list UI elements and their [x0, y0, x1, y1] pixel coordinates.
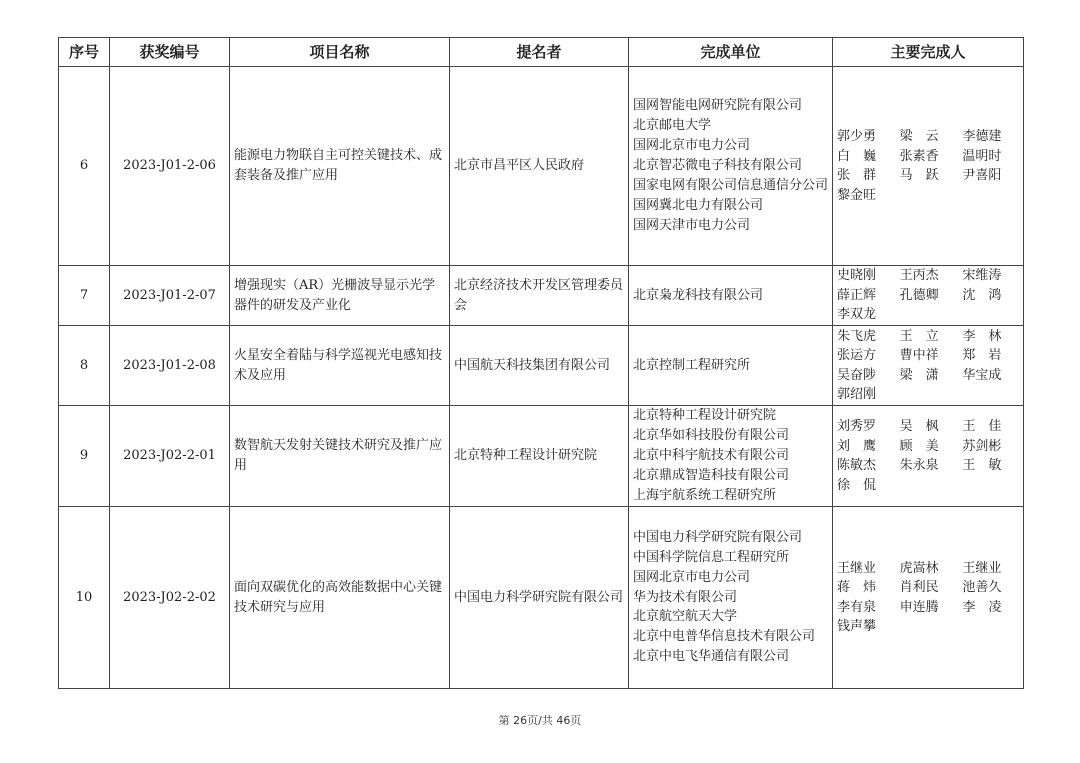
cell-project-name: 能源电力物联自主可控关键技术、成套装备及推广应用 — [230, 67, 450, 266]
unit-item: 上海宇航系统工程研究所 — [633, 487, 777, 503]
table-row — [59, 266, 1024, 326]
people-grid — [837, 127, 1019, 205]
person-name: 李双龙 — [837, 307, 877, 323]
unit-item: 国网冀北电力有限公司 — [633, 197, 764, 213]
person-name: 尹喜阳 — [962, 168, 1002, 183]
person-name: 苏剑彬 — [962, 438, 1002, 454]
person-name: 吴奋陟 — [837, 367, 877, 383]
person-name: 梁 云 — [899, 129, 939, 144]
cell-award-code: 2023-J01-2-06 — [110, 67, 230, 266]
unit-item: 北京中电飞华通信有限公司 — [633, 649, 790, 665]
unit-item: 北京邮电大学 — [633, 118, 712, 134]
unit-item: 北京鼎成智造科技有限公司 — [633, 467, 790, 483]
cell-project-name: 数智航天发射关键技术研究及推广应用 — [230, 406, 450, 507]
person-name: 李 凌 — [962, 599, 1002, 615]
person-name: 申连腾 — [899, 599, 939, 615]
person-name: 吴 枫 — [899, 419, 939, 434]
cell-nominator: 中国电力科学研究院有限公司 — [450, 507, 629, 689]
cell-seq: 7 — [59, 266, 110, 326]
unit-item: 华为技术有限公司 — [633, 589, 738, 605]
person-name: 蒋 炜 — [837, 580, 877, 595]
unit-item: 国网北京市电力公司 — [633, 569, 751, 585]
person-name: 梁 潇 — [899, 367, 939, 383]
cell-award-code: 2023-J01-2-08 — [110, 326, 230, 406]
cell-project-name: 面向双碳优化的高效能数据中心关键技术研究与应用 — [230, 507, 450, 689]
person-name: 王 敏 — [962, 458, 1002, 473]
unit-item: 北京枭龙科技有限公司 — [633, 287, 764, 303]
person-name: 白 巍 — [837, 148, 877, 164]
cell-nominator: 北京经济技术开发区管理委员会 — [450, 266, 629, 326]
cell-units — [629, 406, 833, 507]
unit-item: 国网北京市电力公司 — [633, 138, 751, 154]
cell-award-code: 2023-J01-2-07 — [110, 266, 230, 326]
cell-units — [629, 507, 833, 689]
cell-nominator: 北京市昌平区人民政府 — [450, 67, 629, 266]
cell-seq: 8 — [59, 326, 110, 406]
person-name: 钱声攀 — [837, 619, 877, 634]
person-name: 沈 鸿 — [962, 287, 1002, 303]
cell-people — [833, 266, 1024, 326]
unit-item: 北京航空航天大学 — [633, 609, 738, 625]
cell-units — [629, 67, 833, 266]
person-name: 郭绍刚 — [837, 387, 877, 402]
cell-seq: 6 — [59, 67, 110, 266]
header-units: 完成单位 — [629, 38, 833, 67]
unit-item: 国网智能电网研究院有限公司 — [633, 98, 803, 114]
person-name: 张 群 — [837, 168, 877, 183]
person-name: 池善久 — [962, 580, 1002, 595]
cell-people — [833, 326, 1024, 406]
unit-item: 北京中科宇航技术有限公司 — [633, 448, 790, 464]
unit-item: 北京智芯微电子科技有限公司 — [633, 158, 803, 174]
cell-project-name: 增强现实（AR）光栅波导显示光学器件的研发及产业化 — [230, 266, 450, 326]
person-name: 王继业 — [962, 560, 1002, 576]
cell-people — [833, 507, 1024, 689]
person-name: 刘 鹰 — [837, 438, 877, 454]
person-name: 李有泉 — [837, 599, 877, 615]
person-name: 温明时 — [962, 148, 1002, 164]
person-name: 朱飞虎 — [837, 328, 877, 344]
people-grid — [837, 559, 1019, 637]
cell-people — [833, 406, 1024, 507]
person-name: 刘秀罗 — [837, 419, 877, 434]
person-name: 孔德卿 — [899, 287, 939, 303]
person-name: 马 跃 — [899, 168, 939, 183]
table-row — [59, 326, 1024, 406]
unit-item: 北京控制工程研究所 — [633, 357, 751, 373]
table-row — [59, 67, 1024, 266]
person-name: 陈敏杰 — [837, 458, 877, 473]
header-project-name: 项目名称 — [230, 38, 450, 67]
person-name: 黎金旺 — [837, 187, 877, 203]
person-name: 王继业 — [837, 560, 877, 576]
header-nominator: 提名者 — [450, 38, 629, 67]
header-award-code: 获奖编号 — [110, 38, 230, 67]
unit-item: 北京特种工程设计研究院 — [633, 408, 777, 424]
unit-item: 北京华如科技股份有限公司 — [633, 428, 790, 444]
person-name: 郑 岩 — [962, 348, 1002, 363]
person-name: 宋维涛 — [962, 268, 1002, 284]
person-name: 曹中祥 — [899, 348, 939, 363]
unit-item: 国家电网有限公司信息通信分公司 — [633, 177, 829, 193]
table-row — [59, 507, 1024, 689]
person-name: 徐 侃 — [837, 477, 877, 493]
person-name: 肖利民 — [899, 580, 939, 595]
cell-nominator: 中国航天科技集团有限公司 — [450, 326, 629, 406]
person-name: 薛正辉 — [837, 287, 877, 303]
header-people: 主要完成人 — [833, 38, 1024, 67]
awards-table — [58, 37, 1024, 689]
cell-award-code: 2023-J02-2-02 — [110, 507, 230, 689]
table-body — [59, 67, 1024, 689]
header-seq: 序号 — [59, 38, 110, 67]
unit-item: 中国电力科学研究院有限公司 — [633, 529, 803, 545]
person-name: 李 林 — [962, 328, 1002, 344]
unit-item: 国网天津市电力公司 — [633, 217, 751, 233]
cell-units — [629, 266, 833, 326]
person-name: 张运方 — [837, 348, 877, 363]
cell-seq: 9 — [59, 406, 110, 507]
person-name: 王丙杰 — [899, 268, 939, 284]
person-name: 华宝成 — [962, 367, 1002, 383]
cell-seq: 10 — [59, 507, 110, 689]
cell-nominator: 北京特种工程设计研究院 — [450, 406, 629, 507]
cell-people — [833, 67, 1024, 266]
people-grid — [837, 417, 1019, 495]
table-header-row — [59, 38, 1024, 67]
unit-item: 北京中电普华信息技术有限公司 — [633, 629, 816, 645]
people-grid — [837, 327, 1019, 405]
person-name: 郭少勇 — [837, 129, 877, 144]
person-name: 朱永泉 — [899, 458, 939, 473]
person-name: 王 立 — [899, 328, 939, 344]
people-grid — [837, 266, 1019, 325]
cell-units — [629, 326, 833, 406]
person-name: 王 佳 — [962, 419, 1002, 434]
person-name: 张素香 — [899, 148, 939, 164]
unit-item: 中国科学院信息工程研究所 — [633, 549, 790, 565]
page-footer: 第 26页/共 46页 — [498, 714, 582, 727]
person-name: 虎嵩林 — [899, 560, 939, 576]
table-row — [59, 406, 1024, 507]
person-name: 史晓刚 — [837, 268, 877, 284]
cell-project-name: 火星安全着陆与科学巡视光电感知技术及应用 — [230, 326, 450, 406]
cell-award-code: 2023-J02-2-01 — [110, 406, 230, 507]
person-name: 李德建 — [962, 129, 1002, 144]
person-name: 顾 美 — [899, 438, 939, 454]
